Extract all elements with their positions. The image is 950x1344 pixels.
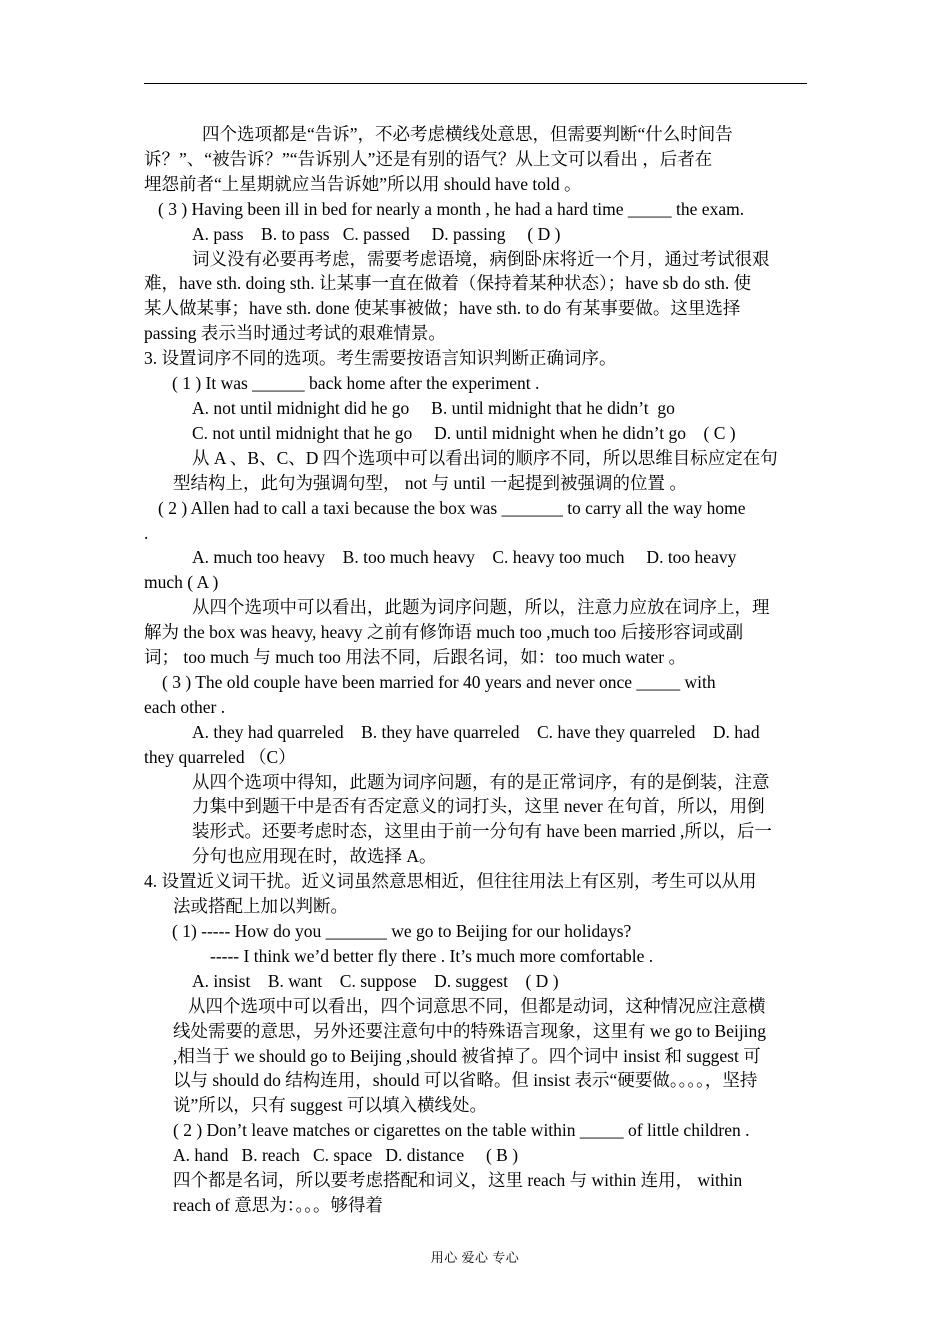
question-3-3b: ( 3 ) The old couple have been married for 40 years and never once _____ with (162, 671, 716, 692)
document-body (144, 122, 807, 1218)
question-3-1: ( 1 ) It was ______ back home after the experiment . (172, 373, 540, 394)
paragraph: 词； too much 与 much too 用法不同，后跟名词，如：too much water 。 (144, 647, 686, 668)
options: A. pass B. to pass C. passed D. passing ( D ) (192, 223, 561, 244)
paragraph: much ( A ) (144, 572, 219, 593)
page-footer: 用心 爱心 专心 (430, 1250, 520, 1265)
paragraph: 诉？”、“被告诉？”“告诉别人”还是有别的语气？从上文可以看出 ，后者在 (144, 148, 713, 169)
paragraph: 型结构上，此句为强调句型， not 与 until 一起提到被强调的位置 。 (173, 472, 687, 493)
paragraph: 线处需要的意思，另外还要注意句中的特殊语言现象，这里有 we go to Beijing (173, 1020, 767, 1041)
paragraph: each other . (144, 696, 226, 717)
paragraph: passing 表示当时通过考试的艰难情景。 (144, 323, 446, 344)
paragraph: 解为 the box was heavy, heavy 之前有修饰语 much too ,much too 后接形容词或副 (144, 622, 744, 643)
paragraph: 四个选项都是“告诉”，不必考虑横线处意思，但需要判断“什么时间告 (202, 124, 733, 144)
paragraph: 从四个选项中可以看出，四个词意思不同，但都是动词，这种情况应注意横 (188, 995, 766, 1016)
options: A. hand B. reach C. space D. distance ( B ) (173, 1145, 519, 1166)
question-4-2: ( 2 ) Don’t leave matches or cigarettes on the table within _____ of little children . (173, 1120, 750, 1141)
paragraph: . (144, 522, 149, 543)
paragraph: 从四个选项中得知，此题为词序问题，有的是正常词序，有的是倒装，注意 (192, 771, 770, 792)
options: A. insist B. want C. suppose D. suggest ( D ) (192, 970, 559, 991)
paragraph: 某人做某事；have sth. done 使某事被做；have sth. to do 有某事要做。这里选择 (144, 298, 741, 319)
paragraph: 词义没有必要再考虑，需要考虑语境，病倒卧床将近一个月，通过考试很艰 (192, 248, 770, 269)
paragraph: 分句也应用现在时，故选择 A。 (192, 846, 437, 867)
paragraph: 埋怨前者“上星期就应当告诉她”所以用 should have told 。 (144, 173, 582, 194)
question-3-3: ( 3 ) Having been ill in bed for nearly a month , he had a hard time _____ the exam. (158, 198, 745, 219)
paragraph: they quarreled （C） (144, 746, 296, 767)
paragraph: 四个都是名词，所以要考虑搭配和词义，这里 reach 与 within 连用， within (173, 1170, 743, 1191)
paragraph: ,相当于 we should go to Beijing ,should 被省掉了。四个词中 insist 和 suggest 可 (173, 1045, 761, 1066)
question-4-1: ( 1) ----- How do you _______ we go to Beijing for our holidays? (172, 921, 632, 941)
paragraph: 难，have sth. doing sth. 让某事一直在做着（保持着某种状态）；have sb do sth. 使 (144, 273, 752, 294)
options: A. they had quarreled B. they have quarreled C. have they quarreled D. had (192, 721, 760, 742)
paragraph: 说”所以，只有 suggest 可以填入横线处。 (173, 1095, 488, 1116)
header-rule (144, 83, 807, 84)
paragraph: 法或搭配上加以判断。 (173, 896, 348, 917)
paragraph: 以与 should do 结构连用，should 可以省略。但 insist 表示“硬要做。。。。，坚持 (173, 1070, 758, 1091)
section-heading-4: 4. 设置近义词干扰。近义词虽然意思相近，但往往用法上有区别，考生可以从用 (144, 871, 757, 892)
question-3-2: ( 2 ) Allen had to call a taxi because the box was _______ to carry all the way home (158, 497, 746, 518)
options: A. much too heavy B. too much heavy C. heavy too much D. too heavy (192, 547, 737, 568)
dialogue-line: ----- I think we’d better fly there . It’s much more comfortable . (210, 945, 654, 966)
paragraph: 从四个选项中可以看出，此题为词序问题，所以，注意力应放在词序上，理 (192, 597, 770, 618)
paragraph: 力集中到题干中是否有否定意义的词打头，这里 never 在句首，所以，用倒 (192, 796, 765, 817)
paragraph: reach of 意思为：。。。够得着 (173, 1194, 383, 1215)
section-heading-3: 3. 设置词序不同的选项。考生需要按语言知识判断正确词序。 (144, 348, 617, 369)
options: A. not until midnight did he go B. until midnight that he didn’t go (192, 397, 675, 418)
paragraph: 装形式。还要考虑时态，这里由于前一分句有 have been married ,所以，后一 (192, 821, 772, 842)
options: C. not until midnight that he go D. until midnight when he didn’t go ( C ) (192, 422, 736, 443)
paragraph: 从 A 、B、C、D 四个选项中可以看出词的顺序不同，所以思维目标应定在句 (192, 447, 778, 468)
